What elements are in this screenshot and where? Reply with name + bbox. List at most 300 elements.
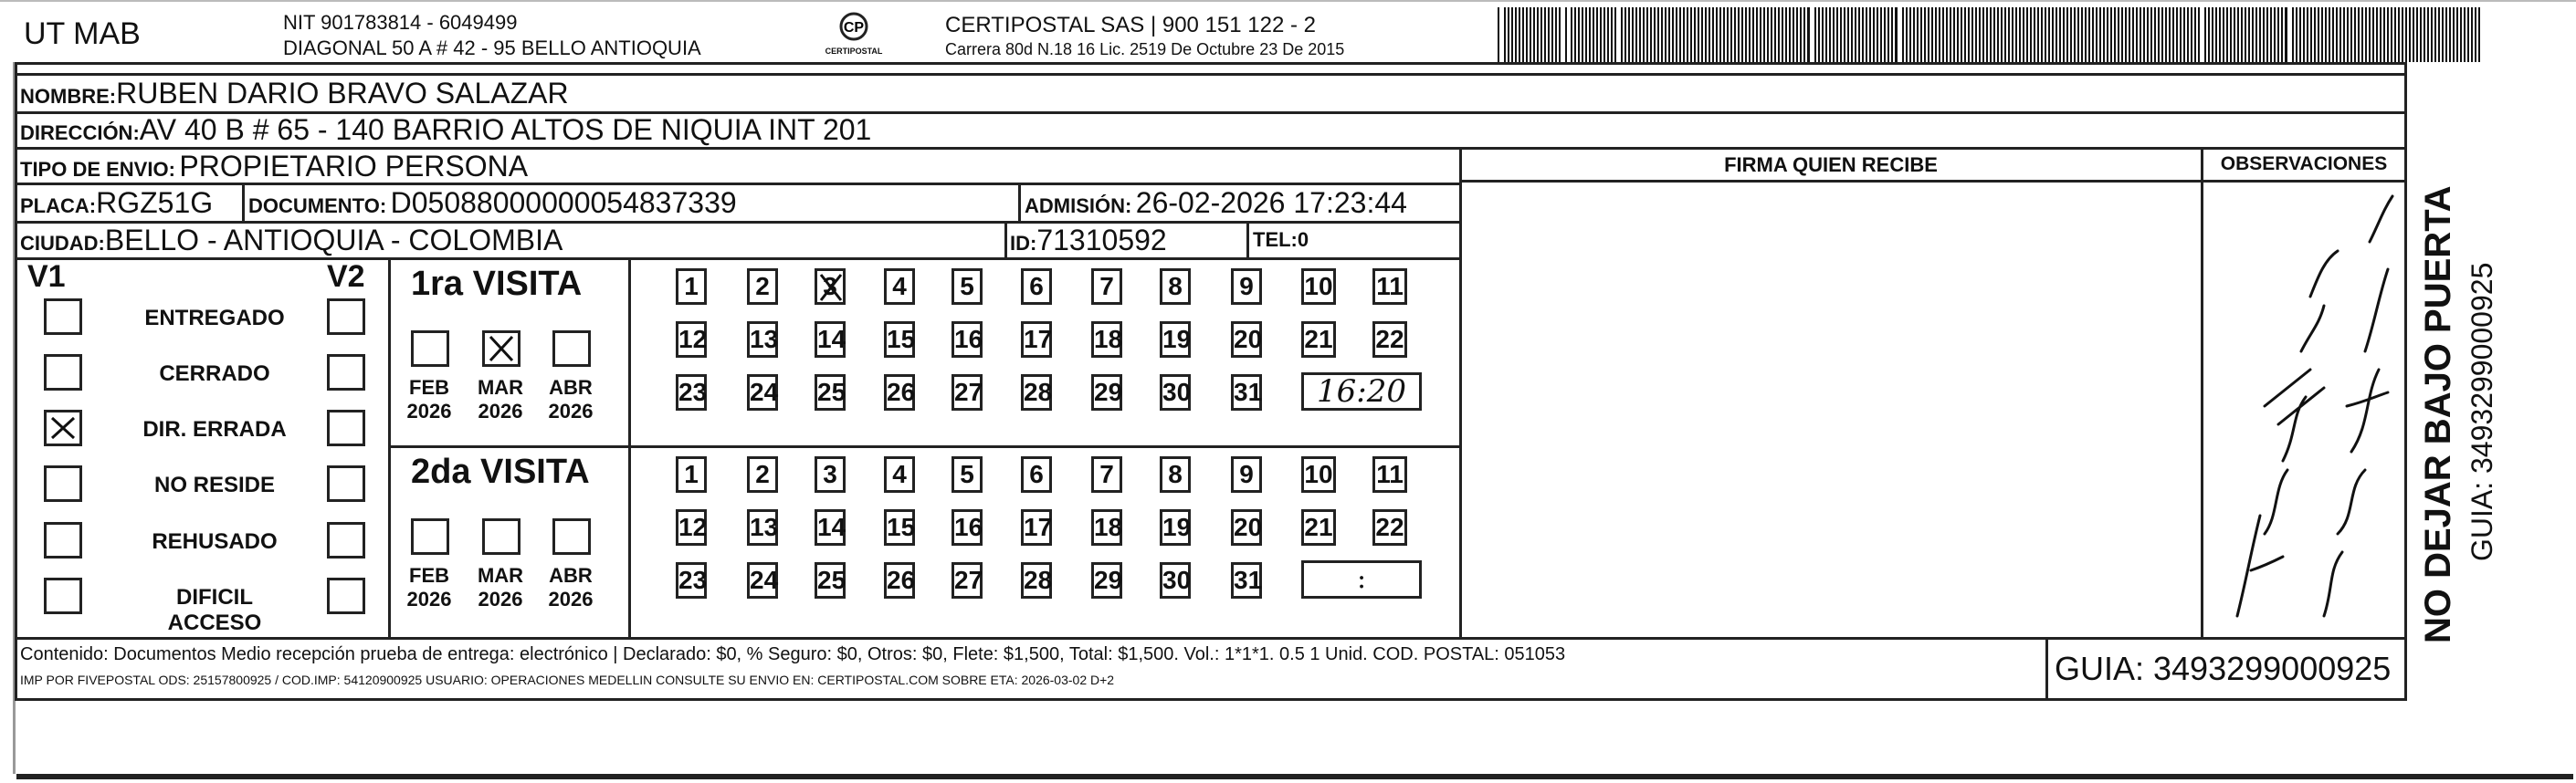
barcode-bar	[1774, 7, 1776, 62]
day-number: 18	[1094, 513, 1123, 541]
barcode-bar	[1628, 7, 1630, 62]
month-year: 2026	[406, 400, 452, 423]
svg-text:CP: CP	[843, 20, 865, 36]
barcode-bar	[2449, 7, 2451, 62]
barcode-bar	[2099, 7, 2101, 62]
visit-divider	[388, 445, 1461, 448]
barcode-bar	[1709, 7, 1710, 62]
placa-cell	[20, 186, 213, 220]
barcode-bar	[2204, 7, 2206, 62]
barcode-bar	[1902, 7, 1904, 62]
day-box[interactable]	[1160, 562, 1191, 599]
day-box[interactable]	[1091, 509, 1122, 546]
month-checkbox[interactable]	[482, 518, 520, 555]
barcode-bar	[2358, 7, 2360, 62]
barcode-bar	[2307, 7, 2308, 62]
ciudad-label: CIUDAD:	[20, 232, 105, 255]
barcode-bar	[1982, 7, 1984, 62]
barcode-bar	[2191, 7, 2192, 62]
day-box[interactable]	[747, 509, 778, 546]
barcode-bar	[2081, 7, 2083, 62]
day-number: 25	[817, 566, 846, 594]
barcode-bar	[1807, 7, 1810, 62]
barcode-bar	[1654, 7, 1656, 62]
day-box[interactable]	[884, 321, 915, 358]
barcode-bar	[1993, 7, 1995, 62]
month-name: FEB	[409, 564, 449, 587]
tipo-value: PROPIETARIO PERSONA	[179, 150, 529, 183]
placa-label: PLACA:	[20, 194, 97, 217]
status-label: DIFICIL ACCESO	[167, 585, 262, 635]
barcode-bar	[1719, 7, 1721, 62]
barcode-bar	[1873, 7, 1875, 62]
documento-value: D05088000000054837339	[390, 186, 737, 219]
barcode-bar	[2475, 7, 2476, 62]
month-label	[473, 376, 528, 423]
day-box[interactable]	[1231, 562, 1262, 599]
day-box[interactable]	[1231, 321, 1262, 358]
barcode-bar	[1734, 7, 1736, 62]
barcode-bar	[1957, 7, 1959, 62]
day-box[interactable]	[884, 509, 915, 546]
barcode-bar	[2456, 7, 2458, 62]
barcode-bar	[1544, 7, 1546, 62]
barcode-bar	[1593, 7, 1594, 62]
nombre-row	[20, 77, 569, 110]
barcode-bar	[1727, 7, 1729, 62]
barcode-bar	[2321, 7, 2323, 62]
barcode-bar	[2103, 7, 2105, 62]
day-box[interactable]	[815, 562, 846, 599]
barcode-bar	[2285, 7, 2287, 62]
month-year: 2026	[478, 588, 523, 611]
barcode-bar	[1997, 7, 1999, 62]
barcode-bar	[2008, 7, 2010, 62]
barcode-bar	[1752, 7, 1754, 62]
sender-nit: NIT 901783814 - 6049499	[283, 11, 518, 34]
day-number: 14	[817, 513, 846, 541]
barcode-bar	[1614, 7, 1616, 62]
logo-text: CERTIPOSTAL	[825, 47, 883, 56]
day-box[interactable]	[1021, 321, 1052, 358]
barcode-bar	[1661, 7, 1663, 62]
v1-checkbox[interactable]	[44, 298, 82, 335]
barcode-bar	[1668, 7, 1670, 62]
day-number: 27	[954, 566, 983, 594]
day-box[interactable]	[1301, 268, 1336, 305]
visit-time[interactable]: :	[1301, 560, 1422, 599]
barcode-bar	[1632, 7, 1634, 62]
v1-checkbox[interactable]	[44, 354, 82, 391]
barcode-bar	[1979, 7, 1981, 62]
v2-checkbox[interactable]	[327, 465, 365, 502]
day-box[interactable]	[1021, 509, 1052, 546]
day-box[interactable]	[1091, 374, 1122, 411]
barcode-bar	[1858, 7, 1860, 62]
day-number: 28	[1024, 378, 1053, 406]
barcode-bar	[2140, 7, 2141, 62]
month-checkbox[interactable]	[411, 330, 449, 367]
barcode-bar	[1909, 7, 1911, 62]
barcode-bar	[2158, 7, 2160, 62]
barcode-bar	[2471, 7, 2473, 62]
v1-checkbox[interactable]	[44, 410, 82, 446]
barcode-bar	[2325, 7, 2327, 62]
barcode-bar	[1565, 7, 1567, 62]
barcode-bar	[1767, 7, 1769, 62]
barcode-bar	[2066, 7, 2068, 62]
month-label	[543, 564, 598, 611]
month-checkbox[interactable]	[411, 518, 449, 555]
barcode-bar	[2180, 7, 2182, 62]
day-box[interactable]	[1301, 321, 1336, 358]
day-number: 17	[1024, 513, 1053, 541]
day-number: 21	[1304, 325, 1333, 353]
day-box[interactable]	[1301, 456, 1336, 493]
barcode-bar	[1716, 7, 1718, 62]
month-checkbox[interactable]	[482, 330, 520, 367]
bottom-edge	[16, 774, 2573, 779]
v2-checkbox[interactable]	[327, 354, 365, 391]
barcode-bar	[2478, 7, 2480, 62]
barcode-bar	[2420, 7, 2422, 62]
day-number: 31	[1234, 378, 1263, 406]
barcode-bar	[2391, 7, 2392, 62]
admision-value: 26-02-2026 17:23:44	[1135, 186, 1407, 219]
barcode-bar	[2194, 7, 2196, 62]
day-number: 6	[1029, 460, 1044, 488]
day-number: 13	[750, 325, 779, 353]
v2-checkbox[interactable]	[327, 522, 365, 559]
barcode-bar	[1895, 7, 1898, 62]
barcode-bar	[2045, 7, 2046, 62]
barcode-bar	[1537, 7, 1539, 62]
barcode-bar	[2169, 7, 2171, 62]
day-number: 22	[1375, 325, 1404, 353]
company-line: CERTIPOSTAL SAS | 900 151 122 - 2	[945, 13, 1316, 37]
barcode-bar	[1672, 7, 1674, 62]
day-box[interactable]	[815, 268, 846, 305]
v2-label: V2	[327, 259, 365, 294]
day-box[interactable]	[1091, 268, 1122, 305]
barcode-bar	[1698, 7, 1699, 62]
barcode-bar	[1964, 7, 1966, 62]
day-box[interactable]	[1231, 374, 1262, 411]
day-box[interactable]	[676, 374, 707, 411]
day-box[interactable]	[1372, 268, 1407, 305]
barcode-bar	[1971, 7, 1973, 62]
day-number: 28	[1024, 566, 1053, 594]
barcode-bar	[2198, 7, 2200, 62]
barcode-bar	[1847, 7, 1849, 62]
barcode-bar	[2303, 7, 2305, 62]
day-number: 14	[817, 325, 846, 353]
visit-time[interactable]: 16:20	[1301, 372, 1422, 411]
day-box[interactable]	[1231, 456, 1262, 493]
day-number: 26	[887, 566, 916, 594]
day-box[interactable]	[676, 321, 707, 358]
barcode-bar	[2453, 7, 2455, 62]
day-box[interactable]	[1091, 562, 1122, 599]
day-box[interactable]	[1021, 562, 1052, 599]
status-label: ENTREGADO	[144, 306, 285, 330]
id-value: 71310592	[1036, 224, 1167, 256]
day-box[interactable]	[676, 456, 707, 493]
barcode-bar	[1920, 7, 1922, 62]
day-box[interactable]	[952, 268, 983, 305]
day-box[interactable]	[747, 268, 778, 305]
barcode-bar	[2442, 7, 2444, 62]
documento-cell	[248, 186, 737, 220]
day-box[interactable]	[815, 456, 846, 493]
barcode-bar	[1705, 7, 1707, 62]
day-box[interactable]	[1160, 456, 1191, 493]
month-name: ABR	[549, 376, 593, 399]
barcode-bar	[1635, 7, 1637, 62]
barcode-bar	[1533, 7, 1535, 62]
direccion-label: DIRECCIÓN:	[20, 121, 140, 144]
day-number: 11	[1376, 272, 1404, 300]
day-number: 10	[1304, 460, 1333, 488]
day-box[interactable]	[815, 321, 846, 358]
barcode-bar	[2183, 7, 2185, 62]
day-number: 18	[1094, 325, 1123, 353]
barcode-bar	[1578, 7, 1580, 62]
check-x-icon	[485, 333, 518, 364]
day-box[interactable]	[884, 562, 915, 599]
barcode-bar	[2292, 7, 2294, 62]
month-checkbox[interactable]	[552, 518, 591, 555]
day-box[interactable]	[952, 321, 983, 358]
barcode-bar	[1760, 7, 1761, 62]
day-box[interactable]	[1231, 509, 1262, 546]
day-number: 8	[1168, 460, 1183, 488]
month-label	[402, 376, 457, 423]
barcode-bar	[1646, 7, 1648, 62]
admision-cell	[1025, 186, 1407, 220]
day-box[interactable]	[676, 509, 707, 546]
sender-name: UT MAB	[24, 16, 141, 51]
barcode-bar	[1657, 7, 1659, 62]
barcode-bar	[2252, 7, 2254, 62]
day-box[interactable]	[952, 509, 983, 546]
day-box[interactable]	[1160, 374, 1191, 411]
status-label: CERRADO	[159, 361, 270, 386]
barcode-bar	[1540, 7, 1542, 62]
day-number: 6	[1029, 272, 1044, 300]
day-number: 15	[887, 513, 916, 541]
day-box[interactable]	[884, 374, 915, 411]
direccion-value: AV 40 B # 65 - 140 BARRIO ALTOS DE NIQUIA INT 201	[139, 113, 872, 146]
certipostal-logo	[817, 11, 890, 56]
month-label	[543, 376, 598, 423]
footer-contenido: Contenido: Documentos Medio recepción prueba de entrega: electrónico | Declarado: $0, % Seguro: $0, Otros: $0, Flete: $1,500, Total: $1,500. Vol.: 1*1*1. 0.5 1 Unid. COD. POSTAL: 051053	[20, 644, 1566, 664]
day-number: 2	[755, 460, 770, 488]
day-box[interactable]	[747, 562, 778, 599]
barcode-bar	[2034, 7, 2035, 62]
barcode-bar	[2402, 7, 2403, 62]
barcode-bar	[2329, 7, 2330, 62]
barcode-bar	[2132, 7, 2134, 62]
nombre-value: RUBEN DARIO BRAVO SALAZAR	[116, 77, 569, 110]
barcode-bar	[2092, 7, 2094, 62]
tipo-row	[20, 150, 528, 183]
month-year: 2026	[406, 588, 452, 611]
barcode-bar	[2136, 7, 2138, 62]
v2-checkbox[interactable]	[327, 298, 365, 335]
barcode-bar	[1585, 7, 1587, 62]
barcode-bar	[1498, 7, 1499, 62]
barcode-bar	[2259, 7, 2261, 62]
day-box[interactable]	[1021, 374, 1052, 411]
obs-divider	[2201, 147, 2203, 637]
side-guia: GUIA: 3493299000925	[2466, 262, 2498, 561]
barcode-bar	[2394, 7, 2396, 62]
month-name: ABR	[549, 564, 593, 587]
barcode-bar	[2431, 7, 2433, 62]
barcode-bar	[2270, 7, 2272, 62]
barcode-bar	[1679, 7, 1681, 62]
barcode-bar	[2380, 7, 2381, 62]
barcode-bar	[1555, 7, 1557, 62]
day-box[interactable]	[1021, 456, 1052, 493]
barcode-bar	[2354, 7, 2356, 62]
tel-cell	[1253, 228, 1309, 252]
cell-divider	[1246, 221, 1249, 257]
day-box[interactable]	[676, 562, 707, 599]
barcode-bar	[1530, 7, 1531, 62]
v1-checkbox[interactable]	[44, 465, 82, 502]
day-box[interactable]	[1372, 509, 1407, 546]
day-number: 9	[1239, 460, 1254, 488]
day-box[interactable]	[1091, 321, 1122, 358]
barcode-bar	[1884, 7, 1886, 62]
day-number: 26	[887, 378, 916, 406]
barcode-bar	[1814, 7, 1816, 62]
day-box[interactable]	[952, 456, 983, 493]
day-number: 25	[817, 378, 846, 406]
barcode-bar	[1851, 7, 1853, 62]
barcode-bar	[2255, 7, 2257, 62]
barcode-bar	[2245, 7, 2246, 62]
barcode-bar	[2085, 7, 2087, 62]
barcode-bar	[1935, 7, 1937, 62]
day-number: 8	[1168, 272, 1183, 300]
obs-label: OBSERVACIONES	[2220, 153, 2388, 174]
day-box[interactable]	[1021, 268, 1052, 305]
day-number: 16	[954, 513, 983, 541]
barcode-bar	[2237, 7, 2239, 62]
day-box[interactable]	[1160, 321, 1191, 358]
day-number: 1	[684, 272, 699, 300]
barcode-bar	[1712, 7, 1714, 62]
v2-checkbox[interactable]	[327, 410, 365, 446]
barcode-bar	[1756, 7, 1758, 62]
day-box[interactable]	[1160, 268, 1191, 305]
day-number: 27	[954, 378, 983, 406]
day-number: 13	[750, 513, 779, 541]
month-year: 2026	[478, 400, 523, 423]
day-box[interactable]	[1091, 456, 1122, 493]
barcode-bar	[2274, 7, 2276, 62]
day-box[interactable]	[1160, 509, 1191, 546]
day-box[interactable]	[747, 456, 778, 493]
day-number: 17	[1024, 325, 1053, 353]
footer-divider	[2045, 637, 2048, 701]
day-box[interactable]	[676, 268, 707, 305]
month-name: MAR	[477, 564, 524, 587]
day-number: 9	[1239, 272, 1254, 300]
day-number: 23	[678, 566, 708, 594]
day-box[interactable]	[1231, 268, 1262, 305]
barcode-bar	[1763, 7, 1765, 62]
barcode-bar	[1571, 7, 1572, 62]
barcode-bar	[2001, 7, 2003, 62]
day-box[interactable]	[747, 374, 778, 411]
barcode-bar	[2241, 7, 2243, 62]
barcode-bar	[2350, 7, 2352, 62]
day-box[interactable]	[952, 374, 983, 411]
barcode-bar	[1694, 7, 1696, 62]
barcode-bar	[1785, 7, 1787, 62]
ciudad-cell	[20, 224, 563, 257]
day-box[interactable]	[1301, 509, 1336, 546]
barcode-bar	[2004, 7, 2006, 62]
barcode-bar	[1596, 7, 1598, 62]
barcode-bar	[1650, 7, 1652, 62]
barcode	[1498, 7, 2484, 62]
barcode-bar	[1621, 7, 1623, 62]
barcode-bar	[1582, 7, 1583, 62]
barcode-bar	[1639, 7, 1641, 62]
day-box[interactable]	[1372, 456, 1407, 493]
day-number: 24	[750, 566, 779, 594]
day-box[interactable]	[884, 268, 915, 305]
day-box[interactable]	[952, 562, 983, 599]
license-line: Carrera 80d N.18 16 Lic. 2519 De Octubre 23 De 2015	[945, 40, 1345, 58]
barcode-bar	[1968, 7, 1970, 62]
day-number: 4	[892, 272, 907, 300]
day-box[interactable]	[884, 456, 915, 493]
barcode-bar	[1844, 7, 1845, 62]
barcode-bar	[1643, 7, 1645, 62]
barcode-bar	[2223, 7, 2224, 62]
day-number: 10	[1304, 272, 1333, 300]
cell-divider	[1018, 183, 1021, 221]
barcode-bar	[2110, 7, 2112, 62]
month-checkbox[interactable]	[552, 330, 591, 367]
day-box[interactable]	[815, 374, 846, 411]
barcode-bar	[2299, 7, 2301, 62]
day-box[interactable]	[747, 321, 778, 358]
barcode-bar	[1723, 7, 1725, 62]
day-box[interactable]	[1372, 321, 1407, 358]
barcode-bar	[1526, 7, 1528, 62]
barcode-bar	[1690, 7, 1692, 62]
barcode-bar	[1701, 7, 1703, 62]
barcode-bar	[1869, 7, 1871, 62]
day-number: 1	[684, 460, 699, 488]
barcode-bar	[1953, 7, 1955, 62]
v2-checkbox[interactable]	[327, 578, 365, 614]
day-box[interactable]	[815, 509, 846, 546]
barcode-bar	[2077, 7, 2079, 62]
barcode-bar	[1519, 7, 1520, 62]
barcode-bar	[1522, 7, 1524, 62]
v1-checkbox[interactable]	[44, 578, 82, 614]
barcode-bar	[1730, 7, 1732, 62]
v1-checkbox[interactable]	[44, 522, 82, 559]
